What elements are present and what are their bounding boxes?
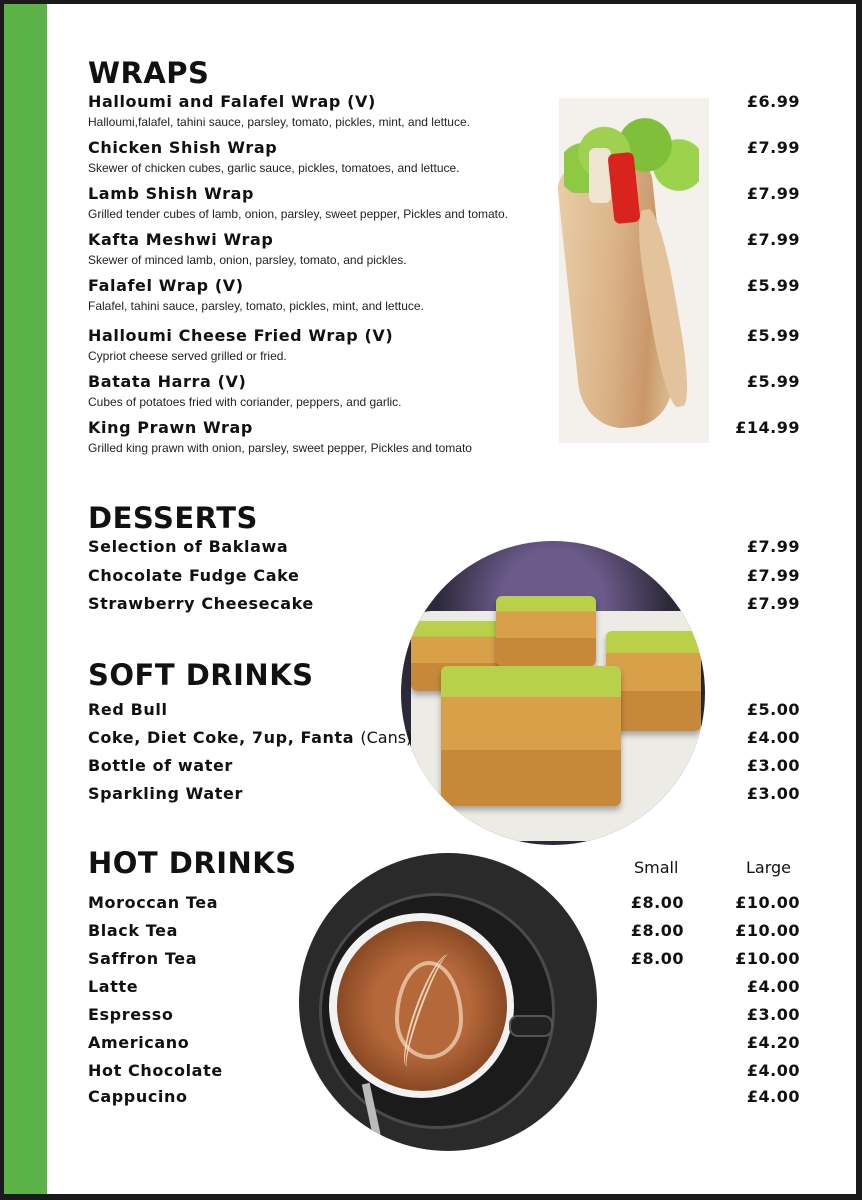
item-name: Black Tea xyxy=(88,921,179,940)
menu-item xyxy=(88,700,800,720)
menu-item xyxy=(88,92,800,130)
item-name: Moroccan Tea xyxy=(88,893,219,912)
item-description: Halloumi,falafel, tahini sauce, parsley, tomato, pickles, mint, and lettuce. xyxy=(88,115,470,129)
item-price-large: £4.00 xyxy=(746,977,800,996)
menu-item xyxy=(88,418,800,456)
item-name: Halloumi Cheese Fried Wrap (V) xyxy=(88,326,394,345)
item-name: Chocolate Fudge Cake xyxy=(88,566,300,585)
item-description: Skewer of minced lamb, onion, parsley, tomato, and pickles. xyxy=(88,253,407,267)
menu-item xyxy=(88,1087,800,1107)
menu-item xyxy=(88,784,800,804)
item-name: Espresso xyxy=(88,1005,174,1024)
item-name: Chicken Shish Wrap xyxy=(88,138,278,157)
section-title-soft-drinks: SOFT DRINKS xyxy=(88,658,314,692)
item-description: Cypriot cheese served grilled or fried. xyxy=(88,349,287,363)
menu-item xyxy=(88,1033,800,1053)
item-name: Selection of Baklawa xyxy=(88,537,289,556)
item-price: £3.00 xyxy=(746,756,800,775)
item-price-large: £3.00 xyxy=(746,1005,800,1024)
item-price: £5.99 xyxy=(746,276,800,295)
item-description: Grilled tender cubes of lamb, onion, parsley, sweet pepper, Pickles and tomato. xyxy=(88,207,509,221)
green-side-bar xyxy=(4,4,47,1194)
item-price: £4.00 xyxy=(746,728,800,747)
menu-item xyxy=(88,326,800,364)
item-price: £7.99 xyxy=(746,566,800,585)
item-name: Americano xyxy=(88,1033,190,1052)
column-header-small: Small xyxy=(634,858,679,877)
item-price: £3.00 xyxy=(746,784,800,803)
menu-item xyxy=(88,372,800,410)
item-price-large: £4.20 xyxy=(746,1033,800,1052)
item-description: Grilled king prawn with onion, parsley, sweet pepper, Pickles and tomato xyxy=(88,441,472,455)
item-name: Sparkling Water xyxy=(88,784,243,803)
menu-item xyxy=(88,276,800,314)
column-header-large: Large xyxy=(746,858,792,877)
menu-item xyxy=(88,566,800,586)
menu-page xyxy=(4,4,856,1194)
item-price-small: £8.00 xyxy=(630,921,684,940)
item-price-large: £4.00 xyxy=(746,1087,800,1106)
item-price: £7.99 xyxy=(746,138,800,157)
item-name: Red Bull xyxy=(88,700,168,719)
menu-item xyxy=(88,893,800,913)
menu-item xyxy=(88,756,800,776)
item-name: King Prawn Wrap xyxy=(88,418,253,437)
item-price-large: £4.00 xyxy=(746,1061,800,1080)
item-name: Strawberry Cheesecake xyxy=(88,594,314,613)
section-title-desserts: DESSERTS xyxy=(88,501,258,535)
item-name: Cappucino xyxy=(88,1087,188,1106)
item-name: Batata Harra (V) xyxy=(88,372,247,391)
item-name: Latte xyxy=(88,977,139,996)
item-price: £6.99 xyxy=(746,92,800,111)
item-description: Skewer of chicken cubes, garlic sauce, pickles, tomatoes, and lettuce. xyxy=(88,161,460,175)
item-price-large: £10.00 xyxy=(735,921,800,940)
menu-item xyxy=(88,1061,800,1081)
item-name: Coke, Diet Coke, 7up, Fanta (Cans) xyxy=(88,728,413,747)
item-name: Lamb Shish Wrap xyxy=(88,184,255,203)
item-note: (Cans) xyxy=(360,728,413,747)
item-name: Bottle of water xyxy=(88,756,233,775)
item-price-small: £8.00 xyxy=(630,893,684,912)
item-price: £14.99 xyxy=(735,418,800,437)
menu-item xyxy=(88,728,800,748)
menu-item xyxy=(88,921,800,941)
menu-item xyxy=(88,949,800,969)
item-description: Falafel, tahini sauce, parsley, tomato, pickles, mint, and lettuce. xyxy=(88,299,424,313)
item-name: Falafel Wrap (V) xyxy=(88,276,244,295)
section-title-wraps: WRAPS xyxy=(88,56,210,90)
section-title-hot-drinks: HOT DRINKS xyxy=(88,846,297,880)
menu-item xyxy=(88,1005,800,1025)
item-price: £5.99 xyxy=(746,372,800,391)
item-price-small: £8.00 xyxy=(630,949,684,968)
item-name: Hot Chocolate xyxy=(88,1061,223,1080)
item-price: £7.99 xyxy=(746,537,800,556)
menu-item xyxy=(88,138,800,176)
item-name: Halloumi and Falafel Wrap (V) xyxy=(88,92,376,111)
item-price: £5.99 xyxy=(746,326,800,345)
item-name: Kafta Meshwi Wrap xyxy=(88,230,274,249)
item-price-large: £10.00 xyxy=(735,893,800,912)
menu-item xyxy=(88,594,800,614)
item-price: £5.00 xyxy=(746,700,800,719)
menu-item xyxy=(88,977,800,997)
menu-item xyxy=(88,230,800,268)
menu-item xyxy=(88,537,800,557)
item-description: Cubes of potatoes fried with coriander, peppers, and garlic. xyxy=(88,395,402,409)
item-price: £7.99 xyxy=(746,594,800,613)
item-price: £7.99 xyxy=(746,230,800,249)
item-name: Saffron Tea xyxy=(88,949,198,968)
menu-item xyxy=(88,184,800,222)
item-price-large: £10.00 xyxy=(735,949,800,968)
item-price: £7.99 xyxy=(746,184,800,203)
